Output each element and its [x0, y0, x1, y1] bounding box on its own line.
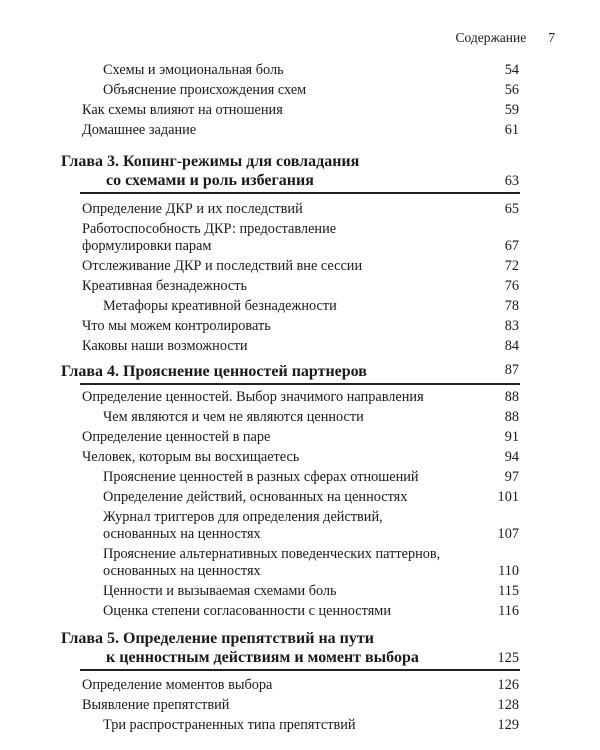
- toc-entry-page: 78: [504, 298, 519, 314]
- toc-entry-page: 54: [504, 62, 519, 78]
- toc-entry-page: 72: [504, 258, 519, 274]
- toc-entry-title: Что мы можем контролировать: [82, 318, 271, 334]
- toc-entry-page: 115: [498, 583, 519, 599]
- toc-entry[interactable]: [103, 717, 520, 734]
- toc-entry-page: 91: [504, 429, 519, 445]
- toc-entry-title: Прояснение ценностей в разных сферах отношений: [103, 469, 419, 485]
- toc-entry-page: 101: [497, 489, 519, 505]
- toc-entry-page: 107: [497, 526, 519, 542]
- toc-entry-title: Ценности и вызываемая схемами боль: [103, 583, 337, 599]
- toc-entry-title: Метафоры креативной безнадежности: [103, 298, 337, 314]
- toc-entry-page: 59: [504, 102, 519, 118]
- toc-entry-page: 88: [504, 389, 519, 405]
- chapter-5-heading[interactable]: [61, 629, 419, 667]
- toc-entry-title: Отслеживание ДКР и последствий вне сессии: [82, 258, 363, 274]
- toc-entry-page: 87: [504, 362, 519, 378]
- toc-entry[interactable]: [103, 62, 520, 79]
- toc-entry-page: 128: [497, 697, 519, 713]
- toc-entry[interactable]: [82, 429, 520, 446]
- toc-entry-title: Оценка степени согласованности с ценностями: [103, 603, 391, 619]
- toc-entry-title: Схемы и эмоциональная боль: [103, 62, 284, 78]
- toc-entry[interactable]: [82, 318, 520, 335]
- chapter-4-heading[interactable]: [61, 362, 367, 381]
- toc-entry[interactable]: [103, 82, 520, 99]
- toc-entry-title: Объяснение происхождения схем: [103, 82, 307, 98]
- toc-entry[interactable]: [82, 278, 520, 295]
- toc-entry-title: Прояснение альтернативных поведенческих паттернов,: [103, 546, 441, 562]
- toc-entry-title: Чем являются и чем не являются ценности: [103, 409, 364, 425]
- chapter-divider: [80, 669, 520, 671]
- toc-entry-page: 83: [504, 318, 519, 334]
- toc-entry-page: 94: [504, 449, 519, 465]
- toc-entry[interactable]: [82, 389, 520, 406]
- toc-entry[interactable]: [103, 583, 520, 600]
- toc-entry-title: Журнал триггеров для определения действий,: [103, 509, 383, 525]
- toc-entry-title: Определение ценностей. Выбор значимого направления: [82, 389, 424, 405]
- toc-entry-title: Определение ДКР и их последствий: [82, 201, 303, 217]
- chapter-divider: [80, 383, 520, 385]
- toc-entry[interactable]: [82, 221, 520, 255]
- chapter-3-heading[interactable]: [61, 152, 359, 190]
- toc-entry-page: 63: [504, 173, 519, 189]
- chapter-divider: [80, 192, 520, 194]
- toc-entry-title-continued: основанных на ценностях: [103, 526, 261, 542]
- toc-entry-title: Домашнее задание: [82, 122, 197, 138]
- toc-entry[interactable]: [82, 677, 520, 694]
- toc-entry[interactable]: [82, 338, 520, 355]
- toc-entry[interactable]: [82, 201, 520, 218]
- toc-entry-page: 67: [504, 238, 519, 254]
- toc-entry-title: Креативная безнадежность: [82, 278, 247, 294]
- toc-entry-title: Определение моментов выбора: [82, 677, 273, 693]
- toc-entry-page: 76: [504, 278, 519, 294]
- toc-entry-page: 61: [504, 122, 519, 138]
- chapter-title-line: к ценностным действиям и момент выбора: [106, 649, 419, 666]
- toc-entry[interactable]: [82, 449, 520, 466]
- toc-entry-title: Определение действий, основанных на ценностях: [103, 489, 408, 505]
- toc-entry-page: 97: [504, 469, 519, 485]
- toc-entry-page: 126: [497, 677, 519, 693]
- toc-entry-page: 84: [504, 338, 519, 354]
- toc-entry-title-continued: формулировки парам: [82, 238, 212, 254]
- toc-entry[interactable]: [103, 546, 520, 580]
- toc-entry[interactable]: [103, 298, 520, 315]
- toc-entry-title: Каковы наши возможности: [82, 338, 248, 354]
- chapter-title-line: Глава 4. Прояснение ценностей партнеров: [61, 363, 367, 380]
- toc-entry-title: Работоспособность ДКР: предоставление: [82, 221, 337, 237]
- toc-entry[interactable]: [82, 258, 520, 275]
- toc-entry-page: 125: [497, 650, 519, 666]
- toc-entry-page: 129: [497, 717, 519, 733]
- toc-entry-page: 88: [504, 409, 519, 425]
- toc-entry-page: 56: [504, 82, 519, 98]
- toc-entry[interactable]: [82, 697, 520, 714]
- toc-entry-title: Как схемы влияют на отношения: [82, 102, 283, 118]
- chapter-title-line: Глава 5. Определение препятствий на пути: [61, 630, 374, 647]
- toc-entry-title: Определение ценностей в паре: [82, 429, 271, 445]
- toc-entry-page: 116: [498, 603, 519, 619]
- toc-entry[interactable]: [103, 509, 520, 543]
- page-number: 7: [548, 30, 555, 45]
- chapter-title-line: со схемами и роль избегания: [106, 172, 314, 189]
- chapter-title-line: Глава 3. Копинг-режимы для совладания: [61, 153, 360, 170]
- running-title: Содержание: [455, 30, 527, 45]
- toc-entry-page: 110: [498, 563, 519, 579]
- toc-entry[interactable]: [103, 409, 520, 426]
- toc-entry[interactable]: [82, 122, 520, 139]
- toc-entry[interactable]: [103, 603, 520, 620]
- page-header: [456, 30, 556, 46]
- toc-entry-title: Три распространенных типа препятствий: [103, 717, 356, 733]
- toc-entry-title: Выявление препятствий: [82, 697, 230, 713]
- toc-entry[interactable]: [82, 102, 520, 119]
- toc-entry-title: Человек, которым вы восхищаетесь: [82, 449, 300, 465]
- toc-entry[interactable]: [103, 489, 520, 506]
- toc-entry[interactable]: [103, 469, 520, 486]
- toc-entry-page: 65: [504, 201, 519, 217]
- toc-entry-title-continued: основанных на ценностях: [103, 563, 261, 579]
